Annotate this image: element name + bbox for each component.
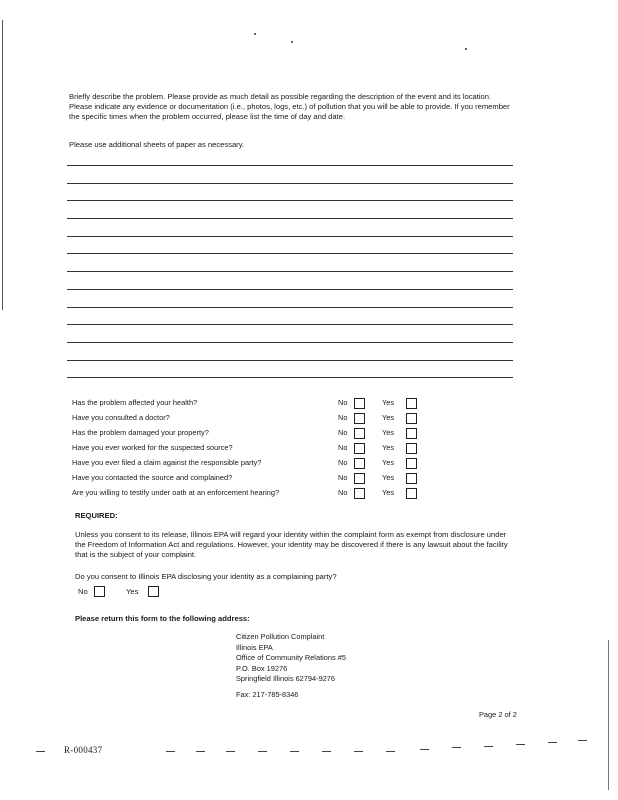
question-text: Have you contacted the source and complained? [72, 473, 233, 482]
footer-dash [548, 742, 557, 743]
bates-number: R-000437 [64, 745, 103, 755]
no-label: No [338, 488, 348, 497]
problem-description-instructions: Briefly describe the problem. Please provide as much detail as possible regarding the description of the event and its location. Please indicate any evidence or documentation (i.e., photos, logs, etc.) of pollution that you will be able to provide. If you remember the specific times when the problem occurred, please list the time of day and date. [69, 92, 510, 121]
yes-label: Yes [382, 488, 395, 497]
no-checkbox[interactable] [354, 488, 365, 499]
yes-checkbox[interactable] [406, 428, 417, 439]
additional-sheets-note: Please use additional sheets of paper as necessary. [69, 140, 245, 149]
footer-dash [420, 749, 429, 750]
writing-line[interactable] [67, 218, 513, 219]
address-line: Citizen Pollution Complaint [236, 632, 325, 641]
footer-dash [354, 751, 363, 752]
no-checkbox[interactable] [354, 398, 365, 409]
no-checkbox[interactable] [354, 428, 365, 439]
consent-no-checkbox[interactable] [94, 586, 105, 597]
question-row [72, 443, 432, 458]
yes-label: Yes [382, 428, 395, 437]
yes-checkbox[interactable] [406, 488, 417, 499]
writing-line[interactable] [67, 200, 513, 201]
writing-line[interactable] [67, 183, 513, 184]
footer-dash [166, 751, 175, 752]
required-notice: Unless you consent to its release, Illinois EPA will regard your identity within the complaint form as exempt from disclosure under the Freedom of Information Act and regulations. However, your identity may be discovered if there is any lawsuit about the facility that is the subject of your complaint. [75, 530, 508, 559]
question-text: Have you ever worked for the suspected source? [72, 443, 233, 452]
required-heading: REQUIRED: [75, 511, 118, 520]
yes-checkbox[interactable] [406, 458, 417, 469]
question-row [72, 473, 432, 488]
question-row [72, 428, 432, 443]
question-text: Have you ever filed a claim against the responsible party? [72, 458, 262, 467]
scan-speck [291, 41, 293, 43]
question-text: Are you willing to testify under oath at an enforcement hearing? [72, 488, 280, 497]
question-text: Have you consulted a doctor? [72, 413, 170, 422]
fax-number: Fax: 217-785-8346 [236, 690, 299, 699]
consent-question: Do you consent to Illinois EPA disclosing your identity as a complaining party? [75, 572, 337, 581]
writing-line[interactable] [67, 360, 513, 361]
writing-line[interactable] [67, 253, 513, 254]
scan-edge-left [2, 20, 3, 310]
no-label: No [338, 428, 348, 437]
no-label: No [338, 458, 348, 467]
footer-dash [226, 751, 235, 752]
no-checkbox[interactable] [354, 458, 365, 469]
yes-label: Yes [382, 443, 395, 452]
footer-dash [386, 751, 395, 752]
question-row [72, 458, 432, 473]
yes-checkbox[interactable] [406, 398, 417, 409]
footer-dash [196, 751, 205, 752]
scan-speck [254, 33, 256, 35]
writing-line[interactable] [67, 271, 513, 272]
mailing-address [236, 632, 346, 685]
question-row [72, 398, 432, 413]
writing-line[interactable] [67, 377, 513, 378]
writing-line[interactable] [67, 307, 513, 308]
footer-dash [258, 751, 267, 752]
address-line: Springfield Illinois 62794-9276 [236, 674, 336, 683]
question-row [72, 413, 432, 428]
writing-line[interactable] [67, 324, 513, 325]
footer-dash [484, 746, 493, 747]
yes-label: Yes [382, 398, 395, 407]
address-line: Illinois EPA [236, 642, 273, 652]
yes-checkbox[interactable] [406, 413, 417, 424]
no-label: No [338, 413, 348, 422]
consent-yes-checkbox[interactable] [148, 586, 159, 597]
no-checkbox[interactable] [354, 473, 365, 484]
consent-no-label: No [78, 587, 88, 596]
page-number: Page 2 of 2 [479, 710, 517, 719]
footer-dash [516, 744, 525, 745]
no-checkbox[interactable] [354, 413, 365, 424]
scan-speck [465, 48, 467, 50]
footer-dash [36, 751, 45, 752]
writing-line[interactable] [67, 289, 513, 290]
writing-line[interactable] [67, 165, 513, 166]
return-heading: Please return this form to the following address: [75, 614, 250, 623]
no-checkbox[interactable] [354, 443, 365, 454]
footer-dash [290, 751, 299, 752]
question-text: Has the problem affected your health? [72, 398, 198, 407]
no-label: No [338, 443, 348, 452]
scan-edge-right [608, 640, 609, 790]
yes-label: Yes [382, 458, 395, 467]
consent-options [78, 586, 198, 600]
consent-yes-label: Yes [126, 587, 139, 596]
footer-dash [452, 747, 461, 748]
address-line: Office of Community Relations #5 [236, 653, 346, 662]
writing-line[interactable] [67, 342, 513, 343]
question-text: Has the problem damaged your property? [72, 428, 209, 437]
description-lines[interactable] [67, 165, 513, 387]
yes-label: Yes [382, 473, 395, 482]
question-list [72, 398, 432, 503]
writing-line[interactable] [67, 236, 513, 237]
footer-dash [322, 751, 331, 752]
no-label: No [338, 398, 348, 407]
question-row [72, 488, 432, 503]
address-line: P.O. Box 19276 [236, 663, 288, 673]
yes-label: Yes [382, 413, 395, 422]
yes-checkbox[interactable] [406, 473, 417, 484]
no-label: No [338, 473, 348, 482]
yes-checkbox[interactable] [406, 443, 417, 454]
footer-dash [578, 740, 587, 741]
